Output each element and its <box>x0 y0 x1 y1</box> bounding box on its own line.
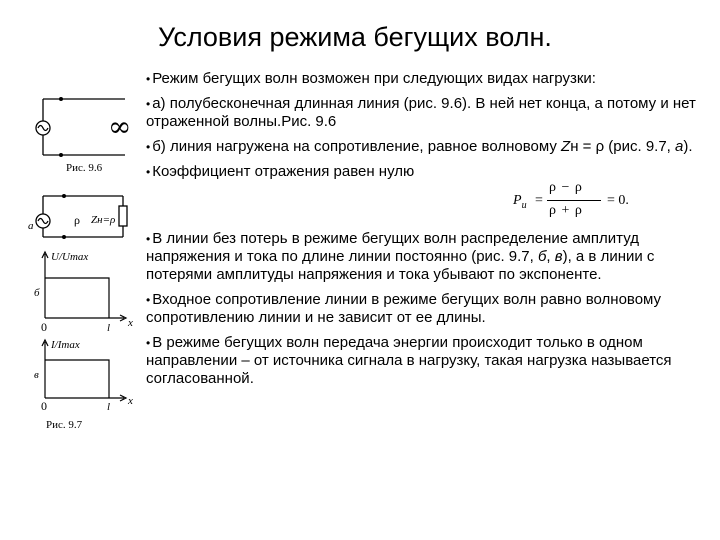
bullet-text: н = ρ (рис. 9.7, <box>570 138 676 155</box>
bullet-semi-infinite <box>146 95 712 131</box>
bullet-text: ), а в линии с потерями амплитуды напряжения и тока убывают по экспоненте. <box>146 248 655 283</box>
bullet-text: Режим бегущих волн возможен при следующих видах нагрузки: <box>152 70 596 87</box>
fig96-caption: Рис. 9.6 <box>66 162 103 174</box>
fig97b-ylabel: U/Umax <box>51 251 89 263</box>
fig97b-label: б <box>34 287 40 299</box>
bullet-amplitude <box>146 230 712 284</box>
bullet-text: в <box>554 248 563 265</box>
bullet-dot: • <box>146 165 151 179</box>
bullet-list <box>146 70 712 395</box>
bullet-text: Z <box>561 138 571 155</box>
bullet-dot: • <box>146 336 151 350</box>
bullet-dot: • <box>146 97 151 111</box>
bullet-input-impedance <box>146 291 712 327</box>
bullet-matched-load <box>146 138 712 156</box>
zload-label: Zн=ρ <box>91 214 116 226</box>
formula-denominator: ρ + ρ <box>549 203 583 218</box>
bullet-text: б) линия нагружена на сопротивление, равное волновому <box>152 138 562 155</box>
figure-9-7a <box>28 192 136 244</box>
bullet-text: Коэффициент отражения равен нулю <box>152 163 415 180</box>
fig97a-label: а <box>28 220 34 232</box>
bullet-dot: • <box>146 72 151 86</box>
bullet-energy-transfer <box>146 334 712 388</box>
fig97c-l: l <box>107 401 111 413</box>
bullet-dot: • <box>146 293 151 307</box>
fig97c-ylabel: I/Imax <box>51 339 80 351</box>
bullet-text: , <box>546 248 555 265</box>
bullet-text: а) полубесконечная длинная линия (рис. 9.6). В ней нет конца, а потому и нет отраженной волны.Рис. 9.6 <box>146 95 696 130</box>
fig97b-x: x <box>128 317 133 329</box>
bullet-text: ). <box>683 138 693 155</box>
figure-9-6 <box>30 88 142 174</box>
bullet-reflection <box>146 163 712 181</box>
infinity-symbol: ∞ <box>108 110 132 143</box>
figure-9-7b <box>32 248 142 334</box>
bullet-text: В режиме бегущих волн передача энергии происходит только в одном направлении – от источника сигнала в нагрузку, такая нагрузка называется согласованной. <box>146 334 672 387</box>
fig97b-origin: 0 <box>41 320 47 334</box>
fig97c-x: x <box>128 395 133 407</box>
slide-title: Условия режима бегущих волн. <box>158 22 552 52</box>
fig97b-l: l <box>107 322 111 334</box>
formula-eq: = <box>535 193 543 208</box>
bullet-load-types <box>146 70 712 88</box>
fig97c-label: в <box>34 369 39 381</box>
bullet-text: б <box>537 248 547 265</box>
reflection-formula <box>513 180 643 222</box>
bullet-text: Входное сопротивление линии в режиме бегущих волн равно волновому сопротивлению линии и не зависит от ее длины. <box>146 291 662 326</box>
bullet-text: а <box>675 138 684 155</box>
figure-9-7c <box>32 336 142 434</box>
bullet-dot: • <box>146 232 151 246</box>
rho-label: ρ <box>74 213 80 227</box>
bullet-dot: • <box>146 140 151 154</box>
bullet-text: В линии без потерь в режиме бегущих волн распределение амплитуд напряжения и тока по длине линии постоянно (рис. 9.7, <box>146 230 639 265</box>
fig97c-origin: 0 <box>41 399 47 413</box>
formula-result: = 0. <box>607 193 629 208</box>
fig97-caption: Рис. 9.7 <box>46 419 83 431</box>
formula-numerator: ρ − ρ <box>549 180 583 195</box>
fraction-bar <box>547 200 601 201</box>
formula-lhs: $P_u$ <box>513 193 527 211</box>
